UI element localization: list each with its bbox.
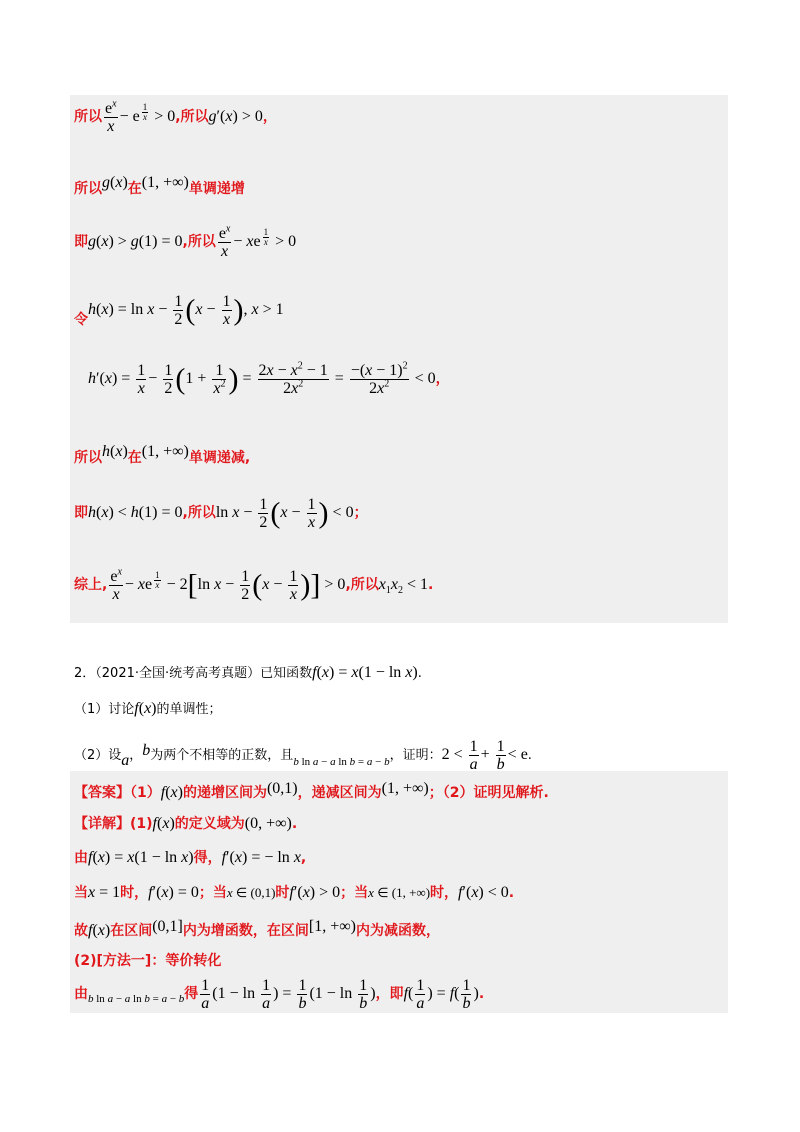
detail-line-5: (2)[方法一]：等价转化 <box>74 953 222 969</box>
sol-line-2: 所以g(x)在(1, +∞)单调递增 <box>74 174 245 197</box>
detail-line-2: 由f(x) = x(1 − ln x)得，f′(x) = − ln x, <box>74 849 307 866</box>
sol-line-6: 所以h(x)在(1, +∞)单调递减, <box>74 443 251 466</box>
detail-line-4: 故f(x)在区间(0,1]内为增函数，在区间[1, +∞)内为减函数， <box>74 918 440 939</box>
detail-line-3: 当x = 1时，f′(x) = 0；当x ∈ (0,1)时f′(x) > 0；当x ∈ (1, +∞)时，f′(x) < 0. <box>74 884 515 901</box>
sol-line-5: h′(x) = $\frac{1}{x}$ − $\frac{1}{2}$ (1 + $\frac{1}{x^2}$ ) = $\frac{2x - x^2 - 1}{2x^2}$ = $\frac{-(x - 1)^2}{2x^2}$ < 0， <box>88 360 450 397</box>
detail-line-1: 【详解】(1)f(x)的定义域为(0, +∞). <box>74 815 298 832</box>
sol-line-3: 即g(x) > g(1) = 0,所以 $\frac{e^x}{x}$ − xe $^{\frac{1}{x}}$ > 0 <box>74 223 297 260</box>
sol-line-8: 综上, $\frac{e^x}{x}$ − xe $^{\frac{1}{x}}$ − 2[ln x − $\frac{1}{2}$ (x − $\frac{1}{x}$ )] > 0,所以$x_1x_2 < 1$. <box>74 566 434 603</box>
problem-part-1: （1）讨论f(x)的单调性； <box>74 700 222 717</box>
sol-line-7: 即h(x) < h(1) = 0,所以ln x − $\frac{1}{2}$ (x − $\frac{1}{x}$ ) < 0； <box>74 496 368 531</box>
sol-line-4: 令h(x) = ln x − $\frac{1}{2}$ (x − $\frac{1}{x}$ ), x > 1 <box>74 293 284 329</box>
math-expr: $\frac{e^x}{x}$ − e $^{\frac{1}{x}}$ > 0 <box>105 98 176 135</box>
sol-line-1: 所以 $\frac{e^x}{x}$ − e $^{\frac{1}{x}}$ > 0,所以g′(x) > 0， <box>74 98 277 135</box>
problem-statement: 2．（2021·全国·统考高考真题）已知函数f(x) = x(1 − ln x). <box>74 664 422 681</box>
answer-line: 【答案】（1）f(x)的递增区间为(0,1)，递减区间为(1, +∞)；（2）证明见解析. <box>74 780 549 801</box>
problem-part-2: （2）设a，b为两个不相等的正数，且$_{b ln a - a ln b = a - b}$，证明：2 < $\frac{1}{a}$ + $\frac{1}{b}$ < e. <box>74 738 532 773</box>
detail-line-6: 由$_{b ln a - a ln b = a - b}$得 $\frac{1}{a}$ (1 − ln $\frac{1}{a}$ ) = $\frac{1}{b}$ (1 − ln $\frac{1}{b}$ )，即f( $\frac{1}{a}$ ) = f( $\frac{1}{b}$ ). <box>74 977 485 1012</box>
